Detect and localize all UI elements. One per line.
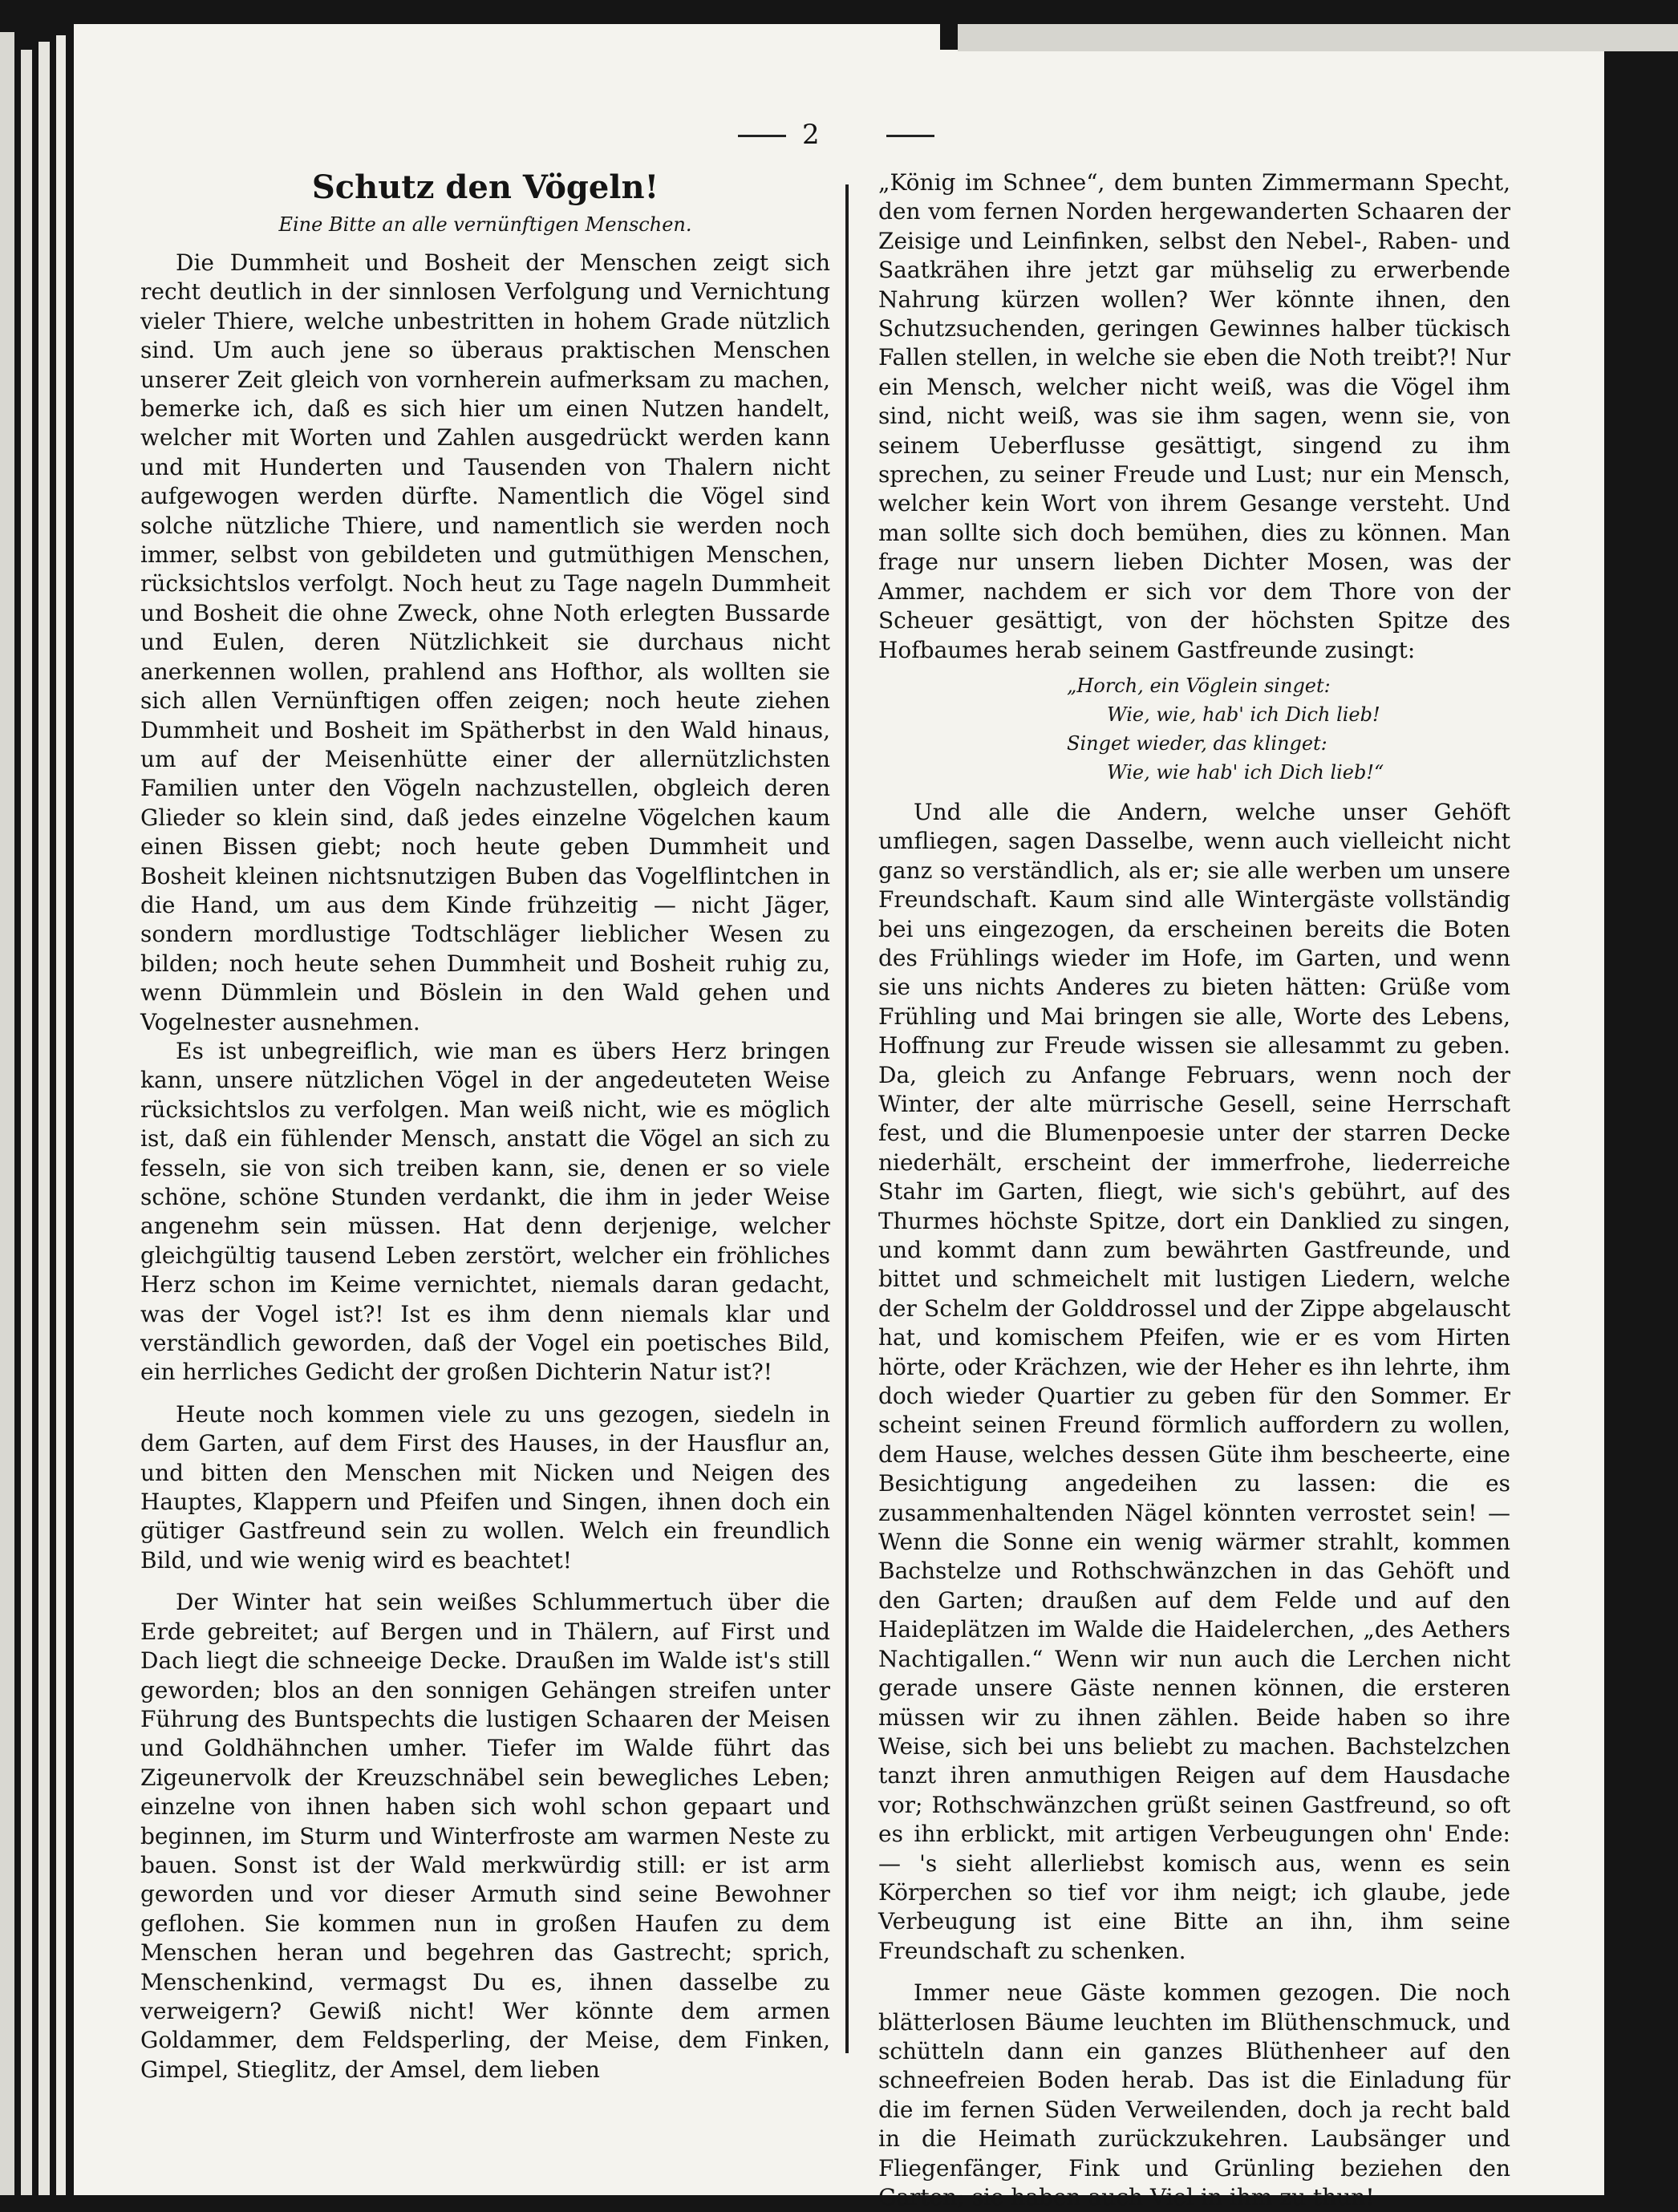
paragraph: Es ist unbegreiflich, wie man es übers Herz bringen kann, unsere nützlichen Vögel in der angedeuteten Weise rücksichtslos zu verfolgen. Man weiß nicht, wie es möglich ist, daß ein fühlender Mensch, anstatt die Vögel an sich zu fesseln, sie von sich treiben kann, sie, denen er so viele schöne, schöne Stunden verdankt, die ihm in jeder Weise angenehm sein müssen. Hat denn derjenige, welcher gleichgültig tausend Leben zerstört, welcher ein fröhliches Herz schon im Keime vernichtet, niemals daran gedacht, was der Vogel ist?! Ist es ihm denn niemals klar und verständlich geworden, daß der Vogel ein poetisches Bild, ein herrliches Gedicht der großen Dichterin Natur ist?!	[140, 1037, 830, 1386]
paragraph: Immer neue Gäste kommen gezogen. Die noch blätterlosen Bäume leuchten im Blüthenschmuck, und schütteln dann ein ganzes Blüthenheer auf den schneefreien Boden herab. Das ist die Einladung für die im fernen Süden Verweilenden, doch ja recht bald in die Heimath zurückzukehren. Laubsänger und Fliegenfänger, Fink und Grünling beziehen den Garten; sie haben auch Viel in ihm zu thun!	[878, 1979, 1510, 2210]
paragraph-continued: „König im Schnee“, dem bunten Zimmermann Specht, den vom fernen Norden hergewanderten Schaaren der Zeisige und Leinfinken, selbst den Nebel-, Raben- und Saatkrähen ihre jetzt gar mühselig zu erwerbende Nahrung kürzen wollen? Wer könnte ihnen, den Schutzsuchenden, geringen Gewinnes halber tückisch Fallen stellen, in welche sie eben die Noth treibt?! Nur ein Mensch, welcher nicht weiß, was die Vögel ihm sind, nicht weiß, was sie ihm sagen, wenn sie, von seinem Ueberflusse gesättigt, singend zu ihm sprechen, zu seiner Freude und Lust; nur ein Mensch, welcher kein Wort von ihrem Gesange versteht. Und man sollte sich doch bemühen, dies zu können. Man frage nur unsern lieben Dichter Mosen, was der Ammer, nachdem er sich vor dem Thore von der Scheuer gesättigt, von der höchsten Spitze des Hofbaumes herab seinem Gastfreunde zusingt:	[878, 169, 1510, 663]
verse-line: Wie, wie hab' ich Dich lieb!“	[1107, 760, 1384, 784]
poem-quote	[878, 671, 1510, 787]
page-number: 2	[802, 119, 820, 151]
page-edge	[0, 32, 14, 2195]
verse-line: Singet wieder, das klinget:	[1067, 731, 1327, 755]
article-subtitle: Eine Bitte an alle vernünftigen Menschen.	[278, 213, 692, 236]
page-edge	[21, 50, 32, 2195]
page-edge	[39, 42, 50, 2195]
left-column	[140, 168, 830, 2084]
paragraph: Die Dummheit und Bosheit der Menschen zeigt sich recht deutlich in der sinnlosen Verfolgung und Vernichtung vieler Thiere, welche unbestritten in hohem Grade nützlich sind. Um auch jene so überaus praktischen Menschen unserer Zeit gleich von vornherein aufmerksam zu machen, bemerke ich, daß es sich hier um einen Nutzen handelt, welcher mit Worten und Zahlen ausgedrückt werden kann und mit Hunderten und Tausenden von Thalern nicht aufgewogen werden dürfte. Namentlich die Vögel sind solche nützliche Thiere, und namentlich sie werden noch immer, selbst von gebildeten und gutmüthigen Menschen, rücksichtslos verfolgt. Noch heut zu Tage nageln Dummheit und Bosheit die ohne Zweck, ohne Noth erlegten Bussarde und Eulen, deren Nützlichkeit sie durchaus nicht anerkennen wollen, prahlend ans Hofthor, als wollten sie sich allen Vernünftigen offen zeigen; noch heute ziehen Dummheit und Bosheit im Spätherbst in den Wald hinaus, um auf der Meisenhütte einer der allernützlichsten Familien unter den Vögeln nachzustellen, obgleich deren Glieder so klein sind, daß jedes einzelne Vögelchen kaum einen Bissen giebt; noch heute geben Dummheit und Bosheit kleinen nichtsnutzigen Buben das Vogelflintchen in die Hand, um aus dem Kinde frühzeitig — nicht Jäger, sondern mordlustige Todtschläger lieblicher Wesen zu bilden; noch heute sehen Dummheit und Bosheit ruhig zu, wenn Dümmlein und Böslein in den Wald gehen und Vogelnester ausnehmen.	[140, 249, 830, 1035]
verse-line: Wie, wie, hab' ich Dich lieb!	[1107, 703, 1380, 726]
page-number-rule-right	[886, 135, 934, 137]
verse-line: „Horch, ein Vöglein singet:	[1067, 674, 1331, 697]
column-divider	[845, 184, 849, 2053]
page-number-rule-left	[738, 135, 786, 137]
right-column	[878, 168, 1510, 2212]
corner-fold	[958, 24, 1678, 51]
corner-notch	[940, 24, 958, 50]
article-title: Schutz den Vögeln!	[311, 168, 659, 206]
paragraph: Der Winter hat sein weißes Schlummertuch über die Erde gebreitet; auf Bergen und in Thälern, auf First und Dach liegt die schneeige Decke. Draußen im Walde ist's still geworden; blos an den sonnigen Gehängen streifen unter Führung des Buntspechts die lustigen Schaaren der Meisen und Goldhähnchen umher. Tiefer im Walde führt das Zigeunervolk der Kreuzschnäbel sein bewegliches Leben; einzelne von ihnen haben sich wohl schon gepaart und beginnen, im Sturm und Winterfroste am warmen Neste zu bauen. Sonst ist der Wald merkwürdig still: er ist arm geworden und vor dieser Armuth sind seine Bewohner geflohen. Sie kommen nun in großen Haufen zu dem Menschen heran und begehren das Gastrecht; sprich, Menschenkind, vermagst Du es, ihnen dasselbe zu verweigern? Gewiß nicht! Wer könnte dem armen Goldammer, dem Feldsperling, der Meise, dem Finken, Gimpel, Stieglitz, der Amsel, dem lieben	[140, 1589, 830, 2083]
paragraph: Heute noch kommen viele zu uns gezogen, siedeln in dem Garten, auf dem First des Hauses, in der Hausflur an, und bitten den Menschen mit Nicken und Neigen des Hauptes, Klappern und Pfeifen und Singen, ihnen doch ein gütiger Gastfreund sein zu wollen. Welch ein freundlich Bild, und wie wenig wird es beachtet!	[140, 1400, 830, 1574]
page-edge	[56, 35, 66, 2195]
paragraph: Und alle die Andern, welche unser Gehöft umfliegen, sagen Dasselbe, wenn auch vielleicht nicht ganz so verständlich, als er; sie alle werben um unsere Freundschaft. Kaum sind alle Wintergäste vollständig bei uns eingezogen, da erscheinen bereits die Boten des Frühlings wieder im Hofe, im Garten, und wenn sie uns nichts Anderes zu bieten hätten: Grüße vom Frühling und Mai bringen sie alle, Worte des Lebens, Hoffnung zur Freude wissen sie allesammt zu geben. Da, gleich zu Anfange Februars, wenn noch der Winter, der alte mürrische Gesell, seine Herrschaft fest, und die Blumenpoesie unter der starren Decke niederhält, erscheint der immerfrohe, liederreiche Stahr im Garten, fliegt, wie sich's gebührt, auf des Thurmes höchste Spitze, dort ein Danklied zu singen, und kommt dann zum bewährten Gastfreunde, und bittet und schmeichelt mit lustigen Liedern, welche der Schelm der Golddrossel und der Zippe abgelauscht hat, und komischem Pfeifen, wie er es vom Hirten hörte, oder Krächzen, wie der Heher es ihn lehrte, ihm doch wieder Quartier zu geben für den Sommer. Er scheint seinen Freund förmlich auffordern zu wollen, dem Hause, welches dessen Güte ihm bescheerte, eine Besichtigung angedeihen zu lassen: die es zusammenhaltenden Nägel könnten verrostet sein! — Wenn die Sonne ein wenig wärmer strahlt, kommen Bachstelze und Rothschwänzchen in das Gehöft und den Garten; draußen auf dem Felde und auf den Haideplätzen im Walde die Haidelerchen, „des Aethers Nachtigallen.“ Wenn wir nun auch die Lerchen nicht gerade unsere Gäste nennen können, die ersteren müssen wir zu ihnen zählen. Beide haben so ihre Weise, sich bei uns beliebt zu machen. Bachstelzchen tanzt ihren anmuthigen Reigen auf dem Hausdache vor; Rothschwänzchen grüßt seinen Gastfreund, so oft es ihn erblickt, mit artigen Verbeugungen ohn' Ende: — 's sieht allerliebst komisch aus, wenn es sein Körperchen so tief vor ihm neigt; ich glaube, jede Verbeugung ist eine Bitte an ihn, ihm seine Freundschaft zu schenken.	[878, 798, 1510, 1964]
